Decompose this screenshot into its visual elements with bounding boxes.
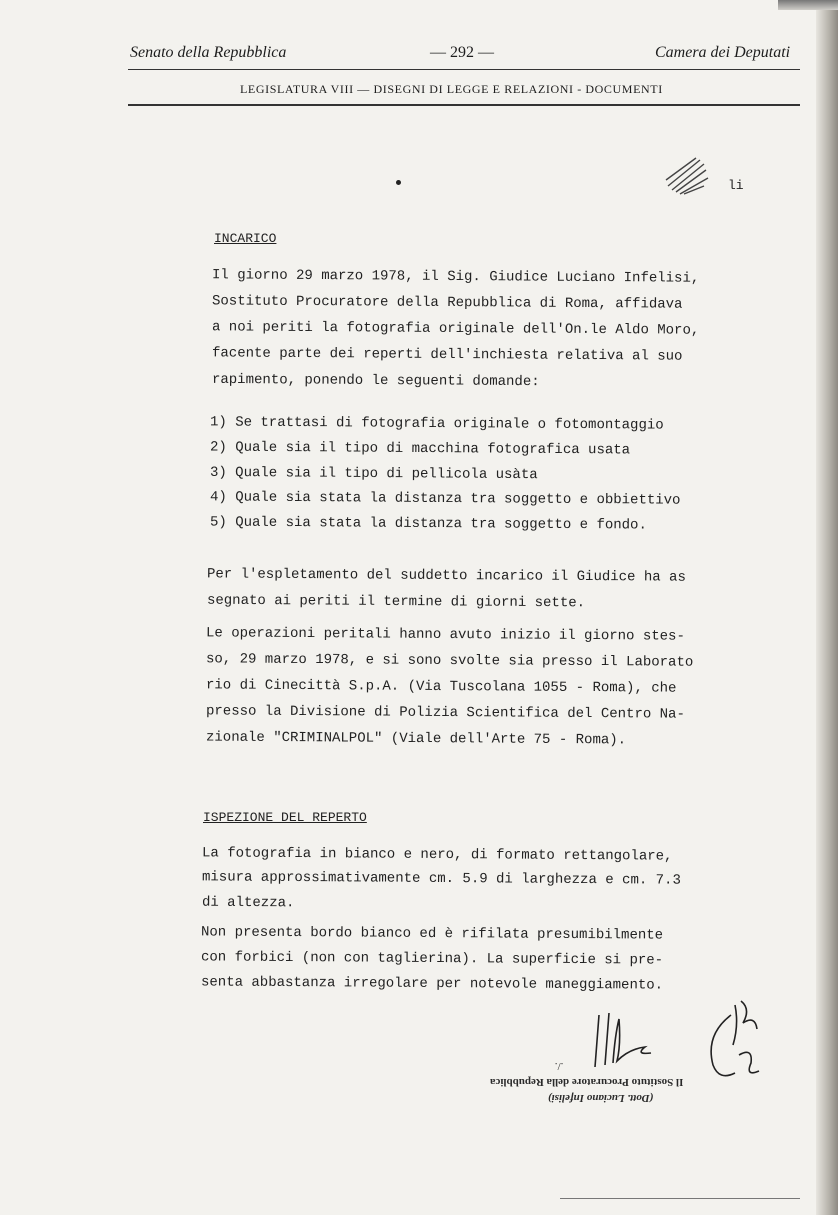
header-camera: Camera dei Deputati [655, 44, 791, 61]
header-page-number: — 292 — [430, 44, 494, 61]
operations-line-2: so, 29 marzo 1978, e si sono svolte sia presso il Laborato [205, 651, 694, 671]
ink-dot [396, 180, 401, 185]
incarico-line-3: a noi periti la fotografia originale dell'On.le Aldo Moro, [211, 319, 700, 339]
header-rule-bottom [128, 104, 800, 106]
signature-margin [695, 985, 775, 1095]
ispezione-line-1: La fotografia in bianco e nero, di formato rettangolare, [201, 845, 673, 865]
stamp-line-2: Il Sostituto Procuratore della Repubblica [490, 1076, 684, 1088]
page-edge [816, 0, 838, 1215]
bottom-edge-line [560, 1198, 800, 1199]
question-2: 2) Quale sia il tipo di macchina fotografica usata [209, 439, 631, 459]
assignment-line-2: segnato ai periti il termine di giorni sette. [206, 592, 586, 612]
scribble-mark [660, 150, 730, 200]
incarico-heading: INCARICO [214, 231, 277, 246]
ispezione-line-4: Non presenta bordo bianco ed è rifilata presumibilmente [200, 924, 664, 944]
margin-mark: li [728, 178, 744, 193]
operations-line-1: Le operazioni peritali hanno avuto inizio il giorno stes- [205, 625, 685, 645]
question-4: 4) Quale sia stata la distanza tra soggetto e obbiettivo [209, 489, 681, 509]
header-subtitle: LEGISLATURA VIII — DISEGNI DI LEGGE E RELAZIONI - DOCUMENTI [240, 82, 663, 96]
ispezione-line-2: misura approssimativamente cm. 5.9 di larghezza e cm. 7.3 [201, 869, 681, 889]
incarico-line-1: Il giorno 29 marzo 1978, il Sig. Giudice Luciano Infelisi, [211, 267, 700, 287]
assignment-line-1: Per l'espletamento del suddetto incarico il Giudice ha as [206, 566, 686, 586]
question-1: 1) Se trattasi di fotografia originale o fotomontaggio [209, 414, 664, 434]
ispezione-heading: ISPEZIONE DEL REPERTO [203, 810, 367, 825]
page-edge-top [778, 0, 838, 10]
stamp-line-3: ./. [554, 1060, 564, 1072]
operations-line-3: rio di Cinecittà S.p.A. (Via Tuscolana 1055 - Roma), che [205, 677, 677, 697]
stamp-line-1: (Dott. Luciano Infelisi) [547, 1092, 654, 1104]
header-rule-top [128, 69, 800, 70]
ispezione-line-3: di altezza. [201, 894, 295, 912]
question-5: 5) Quale sia stata la distanza tra soggetto e fondo. [209, 514, 647, 534]
incarico-line-4: facente parte dei reperti dell'inchiesta relativa al suo [211, 345, 683, 365]
operations-line-4: presso la Divisione di Polizia Scientifica del Centro Na- [205, 703, 685, 723]
stamp-inverted [490, 1058, 683, 1106]
header-senato: Senato della Repubblica [130, 44, 287, 61]
incarico-line-2: Sostituto Procuratore della Repubblica di Roma, affidava [211, 293, 683, 313]
question-3: 3) Quale sia il tipo di pellicola usàta [209, 464, 538, 484]
ispezione-line-6: senta abbastanza irregolare per notevole maneggiamento. [200, 974, 664, 994]
ispezione-line-5: con forbici (non con taglierina). La superficie si pre- [200, 949, 664, 969]
incarico-line-5: rapimento, ponendo le seguenti domande: [211, 371, 540, 391]
operations-line-5: zionale "CRIMINALPOL" (Viale dell'Arte 75 - Roma). [205, 729, 627, 749]
